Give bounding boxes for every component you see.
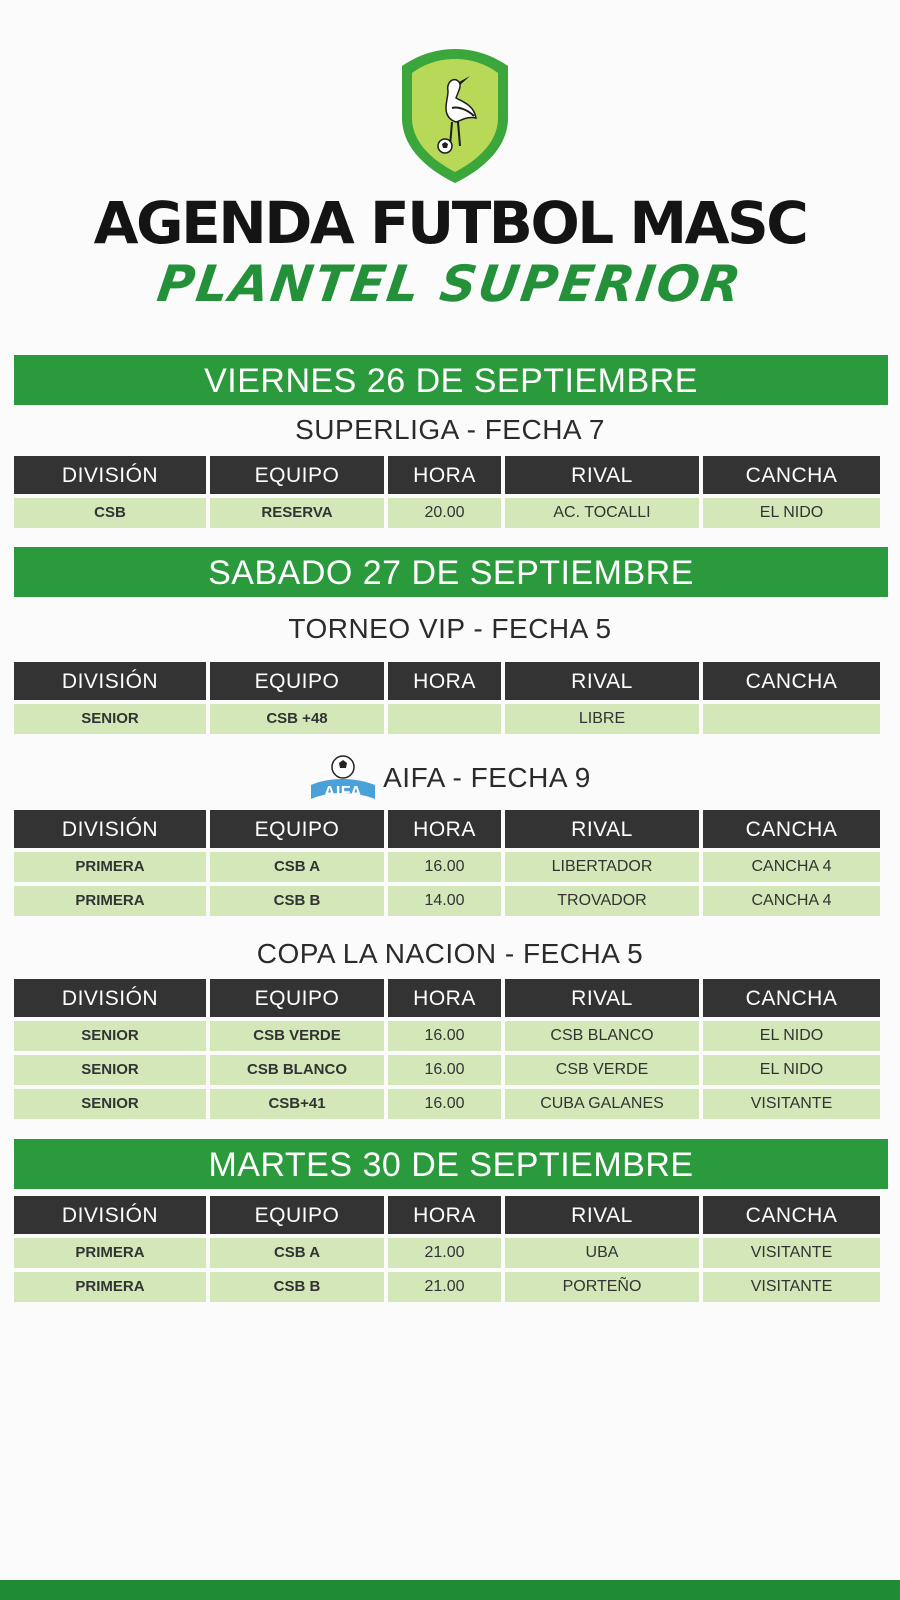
table-header-row xyxy=(14,456,888,494)
column-header-rival: RIVAL xyxy=(505,662,699,700)
column-header-equipo: EQUIPO xyxy=(210,979,384,1017)
table-header-row xyxy=(14,1196,888,1234)
cell-rival: CUBA GALANES xyxy=(505,1089,699,1119)
table-row xyxy=(14,1021,888,1051)
column-header-division: DIVISIÓN xyxy=(14,662,206,700)
cell-cancha: CANCHA 4 xyxy=(703,886,880,916)
column-header-equipo: EQUIPO xyxy=(210,456,384,494)
schedule-table-torneo-vip xyxy=(14,662,888,738)
cell-rival: AC. TOCALLI xyxy=(505,498,699,528)
cell-cancha: EL NIDO xyxy=(703,498,880,528)
cell-rival: TROVADOR xyxy=(505,886,699,916)
cell-hora: 16.00 xyxy=(388,1089,501,1119)
cell-division: SENIOR xyxy=(14,1089,206,1119)
table-row xyxy=(14,498,888,528)
column-header-rival: RIVAL xyxy=(505,456,699,494)
table-row xyxy=(14,1055,888,1085)
cell-division: CSB xyxy=(14,498,206,528)
table-header-row xyxy=(14,662,888,700)
cell-rival: UBA xyxy=(505,1238,699,1268)
footer-bar xyxy=(0,1580,900,1600)
cell-rival: CSB BLANCO xyxy=(505,1021,699,1051)
competition-title-copa-la-nacion: COPA LA NACION - FECHA 5 xyxy=(256,938,644,969)
cell-cancha: VISITANTE xyxy=(703,1272,880,1302)
cell-rival: LIBERTADOR xyxy=(505,852,699,882)
table-row xyxy=(14,852,888,882)
table-row xyxy=(14,1272,888,1302)
column-header-rival: RIVAL xyxy=(505,1196,699,1234)
column-header-cancha: CANCHA xyxy=(703,662,880,700)
club-crest-logo xyxy=(396,46,514,186)
cell-equipo: RESERVA xyxy=(210,498,384,528)
cell-cancha xyxy=(703,704,880,734)
competition-title-aifa-label: AIFA - FECHA 9 xyxy=(383,762,591,793)
column-header-rival: RIVAL xyxy=(505,810,699,848)
page-title: AGENDA FUTBOL MASC xyxy=(93,189,807,257)
cell-rival: LIBRE xyxy=(505,704,699,734)
cell-cancha: VISITANTE xyxy=(703,1089,880,1119)
cell-equipo: CSB+41 xyxy=(210,1089,384,1119)
cell-rival: PORTEÑO xyxy=(505,1272,699,1302)
cell-equipo: CSB B xyxy=(210,886,384,916)
cell-cancha: VISITANTE xyxy=(703,1238,880,1268)
column-header-cancha: CANCHA xyxy=(703,810,880,848)
column-header-hora: HORA xyxy=(388,1196,501,1234)
cell-rival: CSB VERDE xyxy=(505,1055,699,1085)
cell-equipo: CSB A xyxy=(210,1238,384,1268)
table-row xyxy=(14,886,888,916)
column-header-division: DIVISIÓN xyxy=(14,1196,206,1234)
day-banner-sabado: SABADO 27 DE SEPTIEMBRE xyxy=(14,547,888,597)
cell-cancha: CANCHA 4 xyxy=(703,852,880,882)
cell-division: PRIMERA xyxy=(14,1238,206,1268)
schedule-table-martes xyxy=(14,1196,888,1306)
cell-hora: 20.00 xyxy=(388,498,501,528)
aifa-logo-text: AIFA xyxy=(323,783,363,801)
cell-equipo: CSB B xyxy=(210,1272,384,1302)
column-header-hora: HORA xyxy=(388,810,501,848)
page-subtitle: PLANTEL SUPERIOR xyxy=(153,255,747,313)
schedule-table-aifa xyxy=(14,810,888,920)
cell-cancha: EL NIDO xyxy=(703,1021,880,1051)
cell-division: SENIOR xyxy=(14,1055,206,1085)
competition-title-aifa xyxy=(0,752,900,805)
column-header-rival: RIVAL xyxy=(505,979,699,1017)
column-header-hora: HORA xyxy=(388,979,501,1017)
cell-division: SENIOR xyxy=(14,704,206,734)
table-header-row xyxy=(14,810,888,848)
column-header-hora: HORA xyxy=(388,662,501,700)
column-header-equipo: EQUIPO xyxy=(210,1196,384,1234)
cell-equipo: CSB BLANCO xyxy=(210,1055,384,1085)
cell-equipo: CSB +48 xyxy=(210,704,384,734)
table-row xyxy=(14,704,888,734)
column-header-hora: HORA xyxy=(388,456,501,494)
cell-hora: 21.00 xyxy=(388,1272,501,1302)
table-row xyxy=(14,1238,888,1268)
cell-equipo: CSB VERDE xyxy=(210,1021,384,1051)
cell-division: SENIOR xyxy=(14,1021,206,1051)
schedule-table-copa-la-nacion xyxy=(14,979,888,1123)
column-header-cancha: CANCHA xyxy=(703,979,880,1017)
column-header-division: DIVISIÓN xyxy=(14,456,206,494)
cell-division: PRIMERA xyxy=(14,852,206,882)
column-header-cancha: CANCHA xyxy=(703,1196,880,1234)
day-banner-martes: MARTES 30 DE SEPTIEMBRE xyxy=(14,1139,888,1189)
competition-title-torneo-vip: TORNEO VIP - FECHA 5 xyxy=(288,613,612,644)
cell-hora xyxy=(388,704,501,734)
cell-hora: 16.00 xyxy=(388,1055,501,1085)
cell-hora: 14.00 xyxy=(388,886,501,916)
cell-hora: 16.00 xyxy=(388,1021,501,1051)
table-row xyxy=(14,1089,888,1119)
competition-title-superliga: SUPERLIGA - FECHA 7 xyxy=(295,414,605,445)
cell-equipo: CSB A xyxy=(210,852,384,882)
cell-division: PRIMERA xyxy=(14,1272,206,1302)
cell-cancha: EL NIDO xyxy=(703,1055,880,1085)
cell-hora: 16.00 xyxy=(388,852,501,882)
column-header-division: DIVISIÓN xyxy=(14,979,206,1017)
column-header-equipo: EQUIPO xyxy=(210,662,384,700)
cell-hora: 21.00 xyxy=(388,1238,501,1268)
cell-division: PRIMERA xyxy=(14,886,206,916)
column-header-cancha: CANCHA xyxy=(703,456,880,494)
table-header-row xyxy=(14,979,888,1017)
day-banner-viernes: VIERNES 26 DE SEPTIEMBRE xyxy=(14,355,888,405)
column-header-division: DIVISIÓN xyxy=(14,810,206,848)
column-header-equipo: EQUIPO xyxy=(210,810,384,848)
aifa-logo-icon xyxy=(309,755,377,805)
schedule-table-superliga xyxy=(14,456,888,532)
